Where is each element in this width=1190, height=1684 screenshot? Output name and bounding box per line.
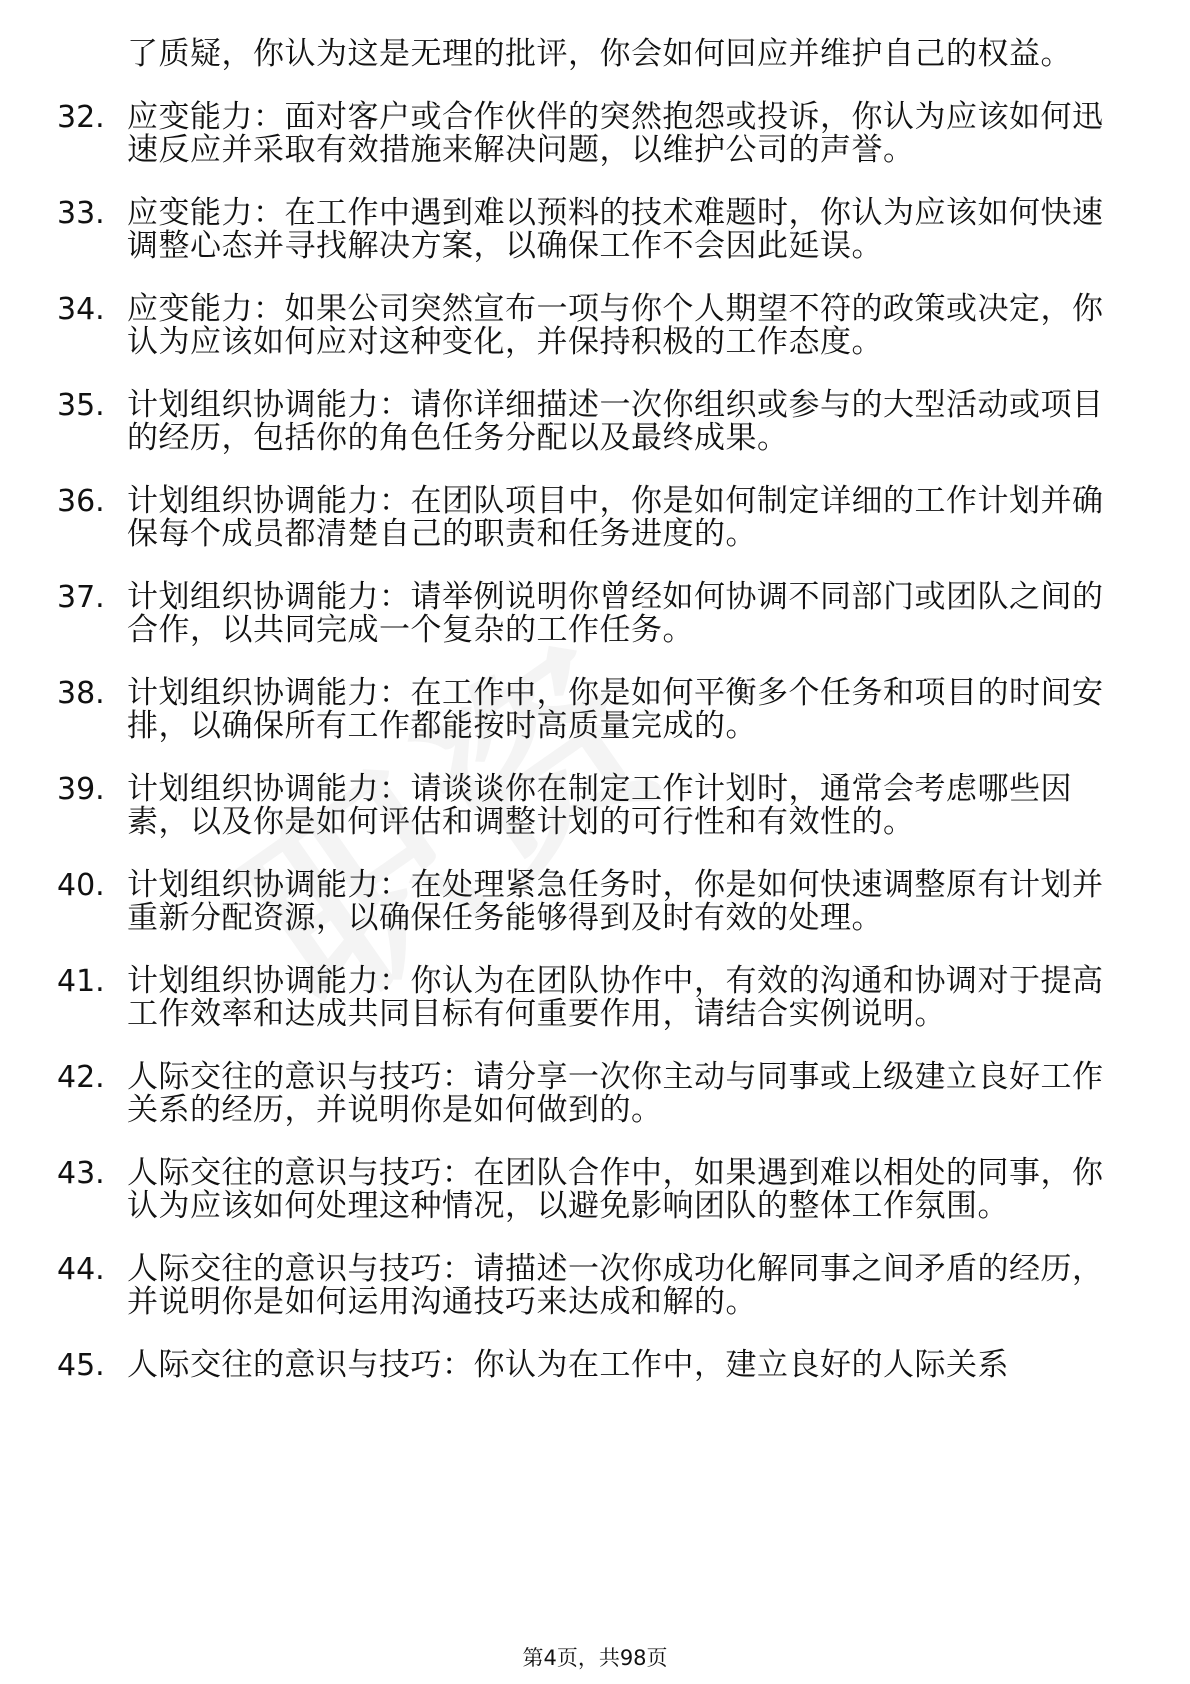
question-item — [0, 1061, 1117, 1127]
question-number: 35. — [57, 388, 105, 423]
question-number: 44. — [57, 1252, 105, 1287]
question-text: 计划组织协调能力：请谈谈你在制定工作计划时，通常会考虑哪些因素，以及你是如何评估和调整计划的可行性和有效性的。 — [127, 771, 1072, 840]
question-text: 计划组织协调能力：请举例说明你曾经如何协调不同部门或团队之间的合作，以共同完成一个复杂的工作任务。 — [127, 579, 1104, 648]
question-number: 39. — [57, 772, 105, 807]
question-list — [0, 38, 1190, 1382]
page-footer: 第4页，共98页 — [522, 1646, 668, 1670]
question-item — [0, 773, 1117, 839]
question-number: 37. — [57, 580, 105, 615]
question-text: 计划组织协调能力：在工作中，你是如何平衡多个任务和项目的时间安排，以确保所有工作都能按时高质量完成的。 — [127, 675, 1104, 744]
question-number: 41. — [57, 964, 105, 999]
question-item — [0, 389, 1117, 455]
question-item — [0, 965, 1117, 1031]
question-number: 43. — [57, 1156, 105, 1191]
question-number: 40. — [57, 868, 105, 903]
question-text: 应变能力：在工作中遇到难以预料的技术难题时，你认为应该如何快速调整心态并寻找解决方案，以确保工作不会因此延误。 — [127, 195, 1104, 264]
question-text: 计划组织协调能力：你认为在团队协作中，有效的沟通和协调对于提高工作效率和达成共同目标有何重要作用，请结合实例说明。 — [127, 963, 1104, 1032]
continuation-text: 了质疑，你认为这是无理的批评，你会如何回应并维护自己的权益。 — [127, 36, 1072, 72]
question-number: 32. — [57, 100, 105, 135]
question-number: 36. — [57, 484, 105, 519]
question-text: 计划组织协调能力：在处理紧急任务时，你是如何快速调整原有计划并重新分配资源，以确保任务能够得到及时有效的处理。 — [127, 867, 1104, 936]
question-text: 计划组织协调能力：请你详细描述一次你组织或参与的大型活动或项目的经历，包括你的角色任务分配以及最终成果。 — [127, 387, 1104, 456]
question-number: 33. — [57, 196, 105, 231]
question-item — [0, 869, 1117, 935]
question-item — [0, 485, 1117, 551]
question-item — [0, 1157, 1117, 1223]
question-item — [0, 581, 1117, 647]
question-item — [0, 677, 1117, 743]
question-text: 人际交往的意识与技巧：请描述一次你成功化解同事之间矛盾的经历，并说明你是如何运用沟通技巧来达成和解的。 — [127, 1251, 1104, 1320]
question-text: 人际交往的意识与技巧：你认为在工作中，建立良好的人际关系 — [127, 1347, 1009, 1383]
question-number: 34. — [57, 292, 105, 327]
question-item — [0, 293, 1117, 359]
question-text: 应变能力：如果公司突然宣布一项与你个人期望不符的政策或决定，你认为应该如何应对这种变化，并保持积极的工作态度。 — [127, 291, 1104, 360]
question-text: 人际交往的意识与技巧：请分享一次你主动与同事或上级建立良好工作关系的经历，并说明你是如何做到的。 — [127, 1059, 1104, 1128]
continuation-paragraph — [0, 38, 1117, 71]
question-text: 计划组织协调能力：在团队项目中，你是如何制定详细的工作计划并确保每个成员都清楚自己的职责和任务进度的。 — [127, 483, 1104, 552]
question-item — [0, 101, 1117, 167]
question-item — [0, 197, 1117, 263]
question-number: 42. — [57, 1060, 105, 1095]
question-item — [0, 1253, 1117, 1319]
question-number: 38. — [57, 676, 105, 711]
question-text: 应变能力：面对客户或合作伙伴的突然抱怨或投诉，你认为应该如何迅速反应并采取有效措施来解决问题，以维护公司的声誉。 — [127, 99, 1104, 168]
question-text: 人际交往的意识与技巧：在团队合作中，如果遇到难以相处的同事，你认为应该如何处理这种情况，以避免影响团队的整体工作氛围。 — [127, 1155, 1104, 1224]
question-item — [0, 1349, 1117, 1382]
question-number: 45. — [57, 1348, 105, 1383]
